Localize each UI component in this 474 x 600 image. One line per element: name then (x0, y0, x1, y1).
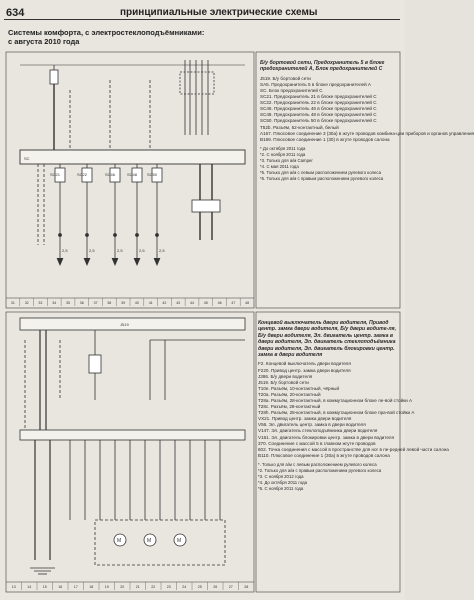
legend-footnote: *. Только для а/м с левым расположением рулевого колеса (258, 461, 377, 467)
diagram-2-labels (120, 322, 129, 327)
legend-footnote: *4. До октября 2011 года (258, 480, 308, 486)
legend-item: SC22. Предохранитель 22 в блоке предохранителей С (260, 100, 377, 106)
legend-item: V147. Эл. двигатель стеклоподъёмника двери водителя (258, 428, 378, 434)
diagram-1-frame (6, 52, 254, 308)
ruler-number: 47 (231, 301, 236, 305)
ruler-number: 13 (11, 585, 16, 589)
legend-item: SC. Блок предохранителей С (260, 88, 323, 93)
legend-item: VX21. Привод центр. замка двери водителя (258, 416, 352, 422)
fuse-label: SC46 (105, 172, 116, 177)
block-label-j519: J519 (120, 322, 129, 327)
legend-footnote: *2. Только для а/м с правым расположением рулевого колеса (258, 468, 382, 474)
wire-label: 2,5 (117, 248, 123, 253)
legend-item: SC48. Предохранитель 48 в блоке предохранителей С (260, 112, 377, 118)
fuse-label: SC50 (147, 172, 158, 177)
legend-item: J519. Б/у бортовой сети (258, 379, 309, 385)
legend-footnote: *5. С ноября 2011 года (258, 486, 304, 492)
ruler-number: 33 (38, 301, 43, 305)
ruler-number: 46 (217, 301, 222, 305)
legend-item: J386. Б/у двери водителя (258, 373, 313, 379)
ruler-number: 41 (148, 301, 153, 305)
ruler-number: 16 (58, 585, 63, 589)
ruler-number: 39 (121, 301, 126, 305)
ruler-number: 19 (104, 585, 109, 589)
diagram-2 (6, 312, 254, 592)
legend-item: A167. Плюсовое соединение 3 (30а) в жгуте проводов комбина-ции приборов и органов управления (260, 130, 474, 136)
legend-item: T28a. Разъём, 28-контактный, в коммутационном блоке ле-вой стойки А (258, 398, 413, 403)
module-j386 (20, 430, 245, 440)
ruler-number: 23 (166, 585, 171, 589)
ruler-number: 44 (190, 301, 194, 305)
ruler-number: 27 (228, 585, 233, 589)
ruler-number: 20 (120, 585, 125, 589)
legend-1-footnotes (260, 146, 398, 183)
svg-text:M: M (147, 538, 152, 544)
ruler-number: 32 (24, 301, 29, 305)
ruler-number: 38 (107, 301, 112, 305)
ruler-number: 43 (176, 301, 181, 305)
legend-item: B169. Плюсовое соединение 1 (30) в жгуте проводов салона (260, 136, 390, 142)
ruler-number: 48 (245, 301, 250, 305)
ruler-number: 45 (203, 301, 208, 305)
legend-item: SC46. Предохранитель 46 в блоке предохранителей С (260, 106, 377, 112)
ruler-number: 37 (93, 301, 98, 305)
ruler-number: 40 (134, 301, 139, 305)
fuse-block-sc (20, 150, 245, 164)
diagram-1 (6, 52, 254, 308)
ruler-number: 42 (162, 301, 167, 305)
legend-item: J519. Б/у бортовой сети (260, 75, 311, 81)
legend-item: B110. Плюсовое соединение 1 (30а) в жгуте проводов салона (258, 452, 390, 458)
legend-2-heading: Концевой выключатель двери водителя, Привод центр. замка двери водителя, Б/у двери водите-ля, Б/у двери водителя, Эл. двигатель центр. замка в двери водителя, Эл. двигатель стеклоподъёмника двери водителя, Эл. двигатель блокировки центр. замка в двери водителя (258, 320, 397, 359)
legend-1-items (260, 75, 474, 143)
legend-item: SC50. Предохранитель 50 в блоке предохранителей С (260, 118, 377, 124)
legend-item: T52b. Разъём, 52-контактный, белый (260, 124, 339, 130)
legend-item: F2. Концевой выключатель двери водителя (258, 361, 351, 367)
block-label-sc: SC (24, 156, 30, 161)
diagram-2-ruler (12, 582, 249, 590)
svg-text:M: M (117, 538, 122, 544)
legend-1 (260, 60, 474, 182)
legend-item: SA5. Предохранитель 5 в блоке предохранителей А (260, 81, 371, 87)
legend-item: T28c. Разъём, 28-контактный (258, 404, 321, 410)
ruler-number: 21 (135, 585, 140, 589)
running-title: принципиальные электрические схемы (120, 7, 318, 18)
ruler-number: 14 (27, 585, 32, 589)
wire-label: 2,5 (89, 248, 95, 253)
legend-item: 370. Соединение с массой 5 в главном жгуте проводов (258, 440, 376, 446)
legend-item: V56. Эл. двигатель центр. замка в двери водителя (258, 422, 366, 428)
page-number: 634 (6, 7, 25, 19)
legend-footnote: * До октября 2011 года (260, 145, 306, 151)
legend-footnote: *5. Только для а/м с левым расположением рулевого колеса (260, 170, 381, 176)
diagram-1-labels (24, 156, 165, 253)
legend-footnote: *6. Только для а/м с правым расположением рулевого колеса (260, 176, 384, 182)
fuse-label: SC48 (127, 172, 138, 177)
legend-item: V161. Эл. двигатель блокировки центр. замка в двери водителя (258, 434, 394, 440)
wire-label: 2,5 (62, 248, 68, 253)
wire-label: 2,5 (159, 248, 165, 253)
ruler-number: 25 (197, 585, 202, 589)
ruler-number: 17 (73, 585, 78, 589)
ruler-number: 18 (89, 585, 94, 589)
ruler-number: 15 (42, 585, 47, 589)
ruler-number: 22 (151, 585, 156, 589)
ruler-number: 26 (213, 585, 218, 589)
ruler-number: 36 (79, 301, 84, 305)
legend-1-heading: Б/у бортовой сети, Предохранитель 5 в блоке предохранителей А, Блок предохранителей С (260, 60, 385, 73)
ruler-number: 31 (10, 301, 15, 305)
legend-footnote: *3. Только для а/м Camper (260, 158, 313, 164)
legend-item: T10e. Разъём, 10-контактный, чёрный (258, 385, 340, 391)
legend-2-footnotes (258, 462, 398, 492)
ruler-number: 34 (52, 301, 57, 305)
ruler-number: 35 (66, 301, 70, 305)
section-title: Системы комфорта, с электростеклоподъёмниками: с августа 2010 года (8, 28, 205, 46)
legend-footnote: *4. С мая 2011 года (260, 164, 299, 170)
fuse-sa5 (50, 70, 58, 84)
fuse-label: SC22 (77, 172, 88, 177)
svg-text:M: M (177, 538, 182, 544)
legend-footnote: *3. С ноября 2012 года (258, 474, 304, 480)
legend-item: F220. Привод центр. замка двери водителя (258, 367, 351, 373)
legend-item: T20a. Разъём, 20-контактный (258, 391, 321, 397)
ruler-number: 24 (182, 585, 187, 589)
diagram-1-ruler (11, 298, 249, 306)
legend-2 (258, 320, 449, 492)
wire-label: 2,5 (139, 248, 145, 253)
legend-item: SC21. Предохранитель 21 в блоке предохранителей С (260, 94, 377, 100)
ruler-number: 28 (244, 585, 249, 589)
legend-item: 602. Точка соединения с массой в пространстве для ног в пе-редней левой части салона (258, 446, 449, 452)
legend-footnote: *2. С ноября 2011 года (260, 151, 306, 157)
fuse-label: SC21 (50, 172, 61, 177)
legend-2-items (258, 361, 449, 459)
legend-item: T28h. Разъём, 28-контактный, в коммутационном блоке пра-вой стойки А (258, 410, 415, 416)
module-j519 (20, 318, 245, 330)
